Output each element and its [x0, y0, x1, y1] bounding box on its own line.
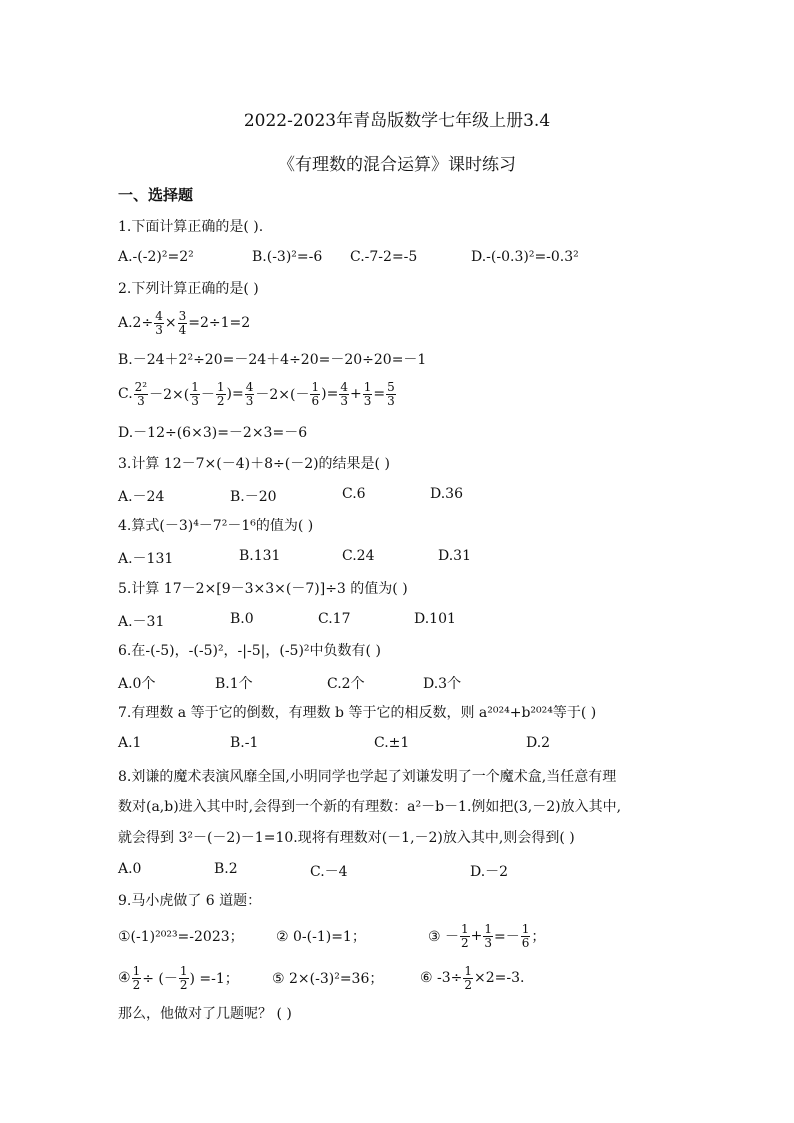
- q3-option-c: C.6: [342, 486, 366, 502]
- q9-item-text: ；: [531, 929, 546, 945]
- q5-option-b: B.0: [230, 611, 254, 627]
- q9-item-4: [118, 961, 239, 995]
- q1-stem: 1.下面计算正确的是( ).: [118, 219, 264, 235]
- q8-option-a: A.0: [118, 861, 142, 877]
- q9-item-text: ×2=-3.: [474, 970, 525, 986]
- q2-option-d: D.－12÷(6×3)=－2×3=－6: [118, 425, 308, 441]
- q9-item-text: ⑤ 2×(-3)²=36；: [272, 971, 384, 987]
- q2-option-c: [118, 377, 397, 411]
- fraction: $\frac{1}{2}$: [461, 921, 469, 950]
- q2-c-text: )=: [321, 386, 339, 402]
- section-heading: 一、选择题: [118, 186, 194, 204]
- q8-stem-line3: 就会得到 3²－(－2)－1=10.现将有理数对(－1,－2)放入其中,则会得到( ): [118, 830, 575, 846]
- q2-option-b: B.－24＋2²÷20=－24＋4÷20=－20÷20=－1: [118, 352, 427, 368]
- q2-option-a: [118, 306, 250, 340]
- fraction: $\frac{1}{3}$: [484, 921, 493, 950]
- q7-stem: 7.有理数 a 等于它的倒数，有理数 b 等于它的相反数，则 a²⁰²⁴+b²⁰²⁴等于( ): [118, 705, 597, 721]
- fraction: $\frac{3}{4}$: [178, 308, 187, 337]
- q6-option-c: C.2个: [327, 676, 365, 692]
- q3-stem: 3.计算 12－7×(－4)＋8÷(－2)的结果是( ): [118, 456, 390, 472]
- q4-option-b: B.131: [239, 548, 281, 564]
- q5-option-a: A.－31: [118, 614, 165, 630]
- q2-c-text: =: [373, 386, 386, 402]
- q4-option-c: C.24: [342, 548, 375, 564]
- q1-option-b: B.(-3)²=-6: [252, 249, 323, 265]
- q6-option-b: B.1个: [215, 676, 253, 692]
- fraction: $\frac{1}{2}$: [216, 379, 225, 408]
- q9-item-text: =－: [494, 929, 520, 945]
- q5-option-c: C.17: [318, 611, 351, 627]
- q9-item-text: ) =-1；: [189, 971, 239, 987]
- doc-title-line1: 2022-2023年青岛版数学七年级上册3.4: [243, 111, 551, 131]
- q2-c-text: C.: [118, 386, 133, 402]
- fraction: $\frac{1}{2}$: [464, 963, 473, 992]
- q9-item-1: [118, 919, 244, 953]
- q8-option-c: C.－4: [310, 864, 348, 880]
- q8-option-b: B.2: [214, 861, 238, 877]
- q2-c-text: +: [349, 386, 362, 402]
- fraction: $\frac{4}{3}$: [340, 379, 348, 408]
- q9-item-2: [276, 919, 366, 953]
- q2-a-text: ×: [164, 315, 177, 331]
- q3-option-b: B.－20: [230, 489, 277, 505]
- fraction: $\frac{1}{3}$: [363, 379, 372, 408]
- q9-stem: 9.马小虎做了 6 道题：: [118, 893, 262, 909]
- q5-stem: 5.计算 17－2×[9－3×3×(－7)]÷3 的值为( ): [118, 581, 408, 597]
- q9-item-6: [420, 961, 524, 995]
- q5-option-d: D.101: [414, 611, 456, 627]
- q6-option-d: D.3个: [423, 676, 462, 692]
- q9-item-text: +: [470, 928, 483, 944]
- q4-option-a: A.－131: [118, 551, 174, 567]
- q2-c-text: －2×(－: [255, 387, 310, 403]
- q1-option-d: D.-(-0.3)²=-0.3²: [471, 249, 579, 265]
- q9-item-text: ÷ (－: [142, 971, 178, 987]
- q1-option-c: C.-7-2=-5: [350, 249, 418, 265]
- q2-stem: 2.下列计算正确的是( ): [118, 281, 259, 297]
- fraction: $\frac{\text{2²}}{3}$: [134, 379, 148, 408]
- q9-item-text: ④: [118, 970, 131, 986]
- q8-stem-line2: 数对(a,b)进入其中时,会得到一个新的有理数：a²－b－1.例如把(3,－2)放入其中,: [118, 799, 622, 815]
- q4-stem: 4.算式(－3)⁴－7²－1⁶的值为( ): [118, 518, 314, 534]
- fraction: $\frac{4}{3}$: [245, 379, 254, 408]
- q2-c-text: －2×(: [149, 387, 190, 403]
- fraction: $\frac{1}{2}$: [179, 963, 188, 992]
- q9-question: 那么，他做对了几题呢？ ( ): [118, 1006, 292, 1022]
- q7-option-a: A.1: [118, 735, 142, 751]
- fraction: $\frac{1}{6}$: [311, 379, 320, 408]
- q6-stem: 6.在-(-5)，-(-5)²，-|-5|，(-5)²中负数有( ): [118, 643, 381, 659]
- q2-c-text: －: [200, 387, 215, 403]
- q8-option-d: D.－2: [470, 864, 509, 880]
- q8-stem-line1: 8.刘谦的魔术表演风靡全国,小明同学也学起了刘谦发明了一个魔术盒,当任意有理: [118, 769, 617, 785]
- q9-item-text: ③ －: [428, 929, 460, 945]
- fraction: $\frac{1}{2}$: [132, 963, 141, 992]
- fraction: $\frac{1}{6}$: [521, 921, 530, 950]
- q9-item-text: ⑥ -3÷: [420, 970, 463, 986]
- q9-item-3: [428, 919, 545, 953]
- fraction: $\frac{4}{3}$: [155, 308, 163, 337]
- q1-option-a: A.-(-2)²=2²: [118, 249, 194, 265]
- q4-option-d: D.31: [438, 548, 471, 564]
- fraction: $\frac{5}{3}$: [387, 379, 395, 408]
- doc-title-line2: 《有理数的混合运算》课时练习: [278, 155, 516, 175]
- q9-item-text: ② 0-(-1)=1；: [276, 929, 366, 945]
- q7-option-b: B.-1: [230, 735, 259, 751]
- q3-option-d: D.36: [430, 486, 463, 502]
- q2-c-text: )=: [226, 386, 244, 402]
- q9-item-5: [272, 961, 383, 995]
- q7-option-d: D.2: [526, 735, 551, 751]
- q9-item-text: ①(-1)²⁰²³=-2023；: [118, 929, 244, 945]
- q2-a-text: A.2÷: [118, 315, 154, 331]
- q3-option-a: A.－24: [118, 489, 165, 505]
- q6-option-a: A.0个: [118, 676, 156, 692]
- q7-option-c: C.±1: [374, 735, 410, 751]
- q2-a-text: =2÷1=2: [188, 315, 251, 331]
- fraction: $\frac{1}{3}$: [191, 379, 199, 408]
